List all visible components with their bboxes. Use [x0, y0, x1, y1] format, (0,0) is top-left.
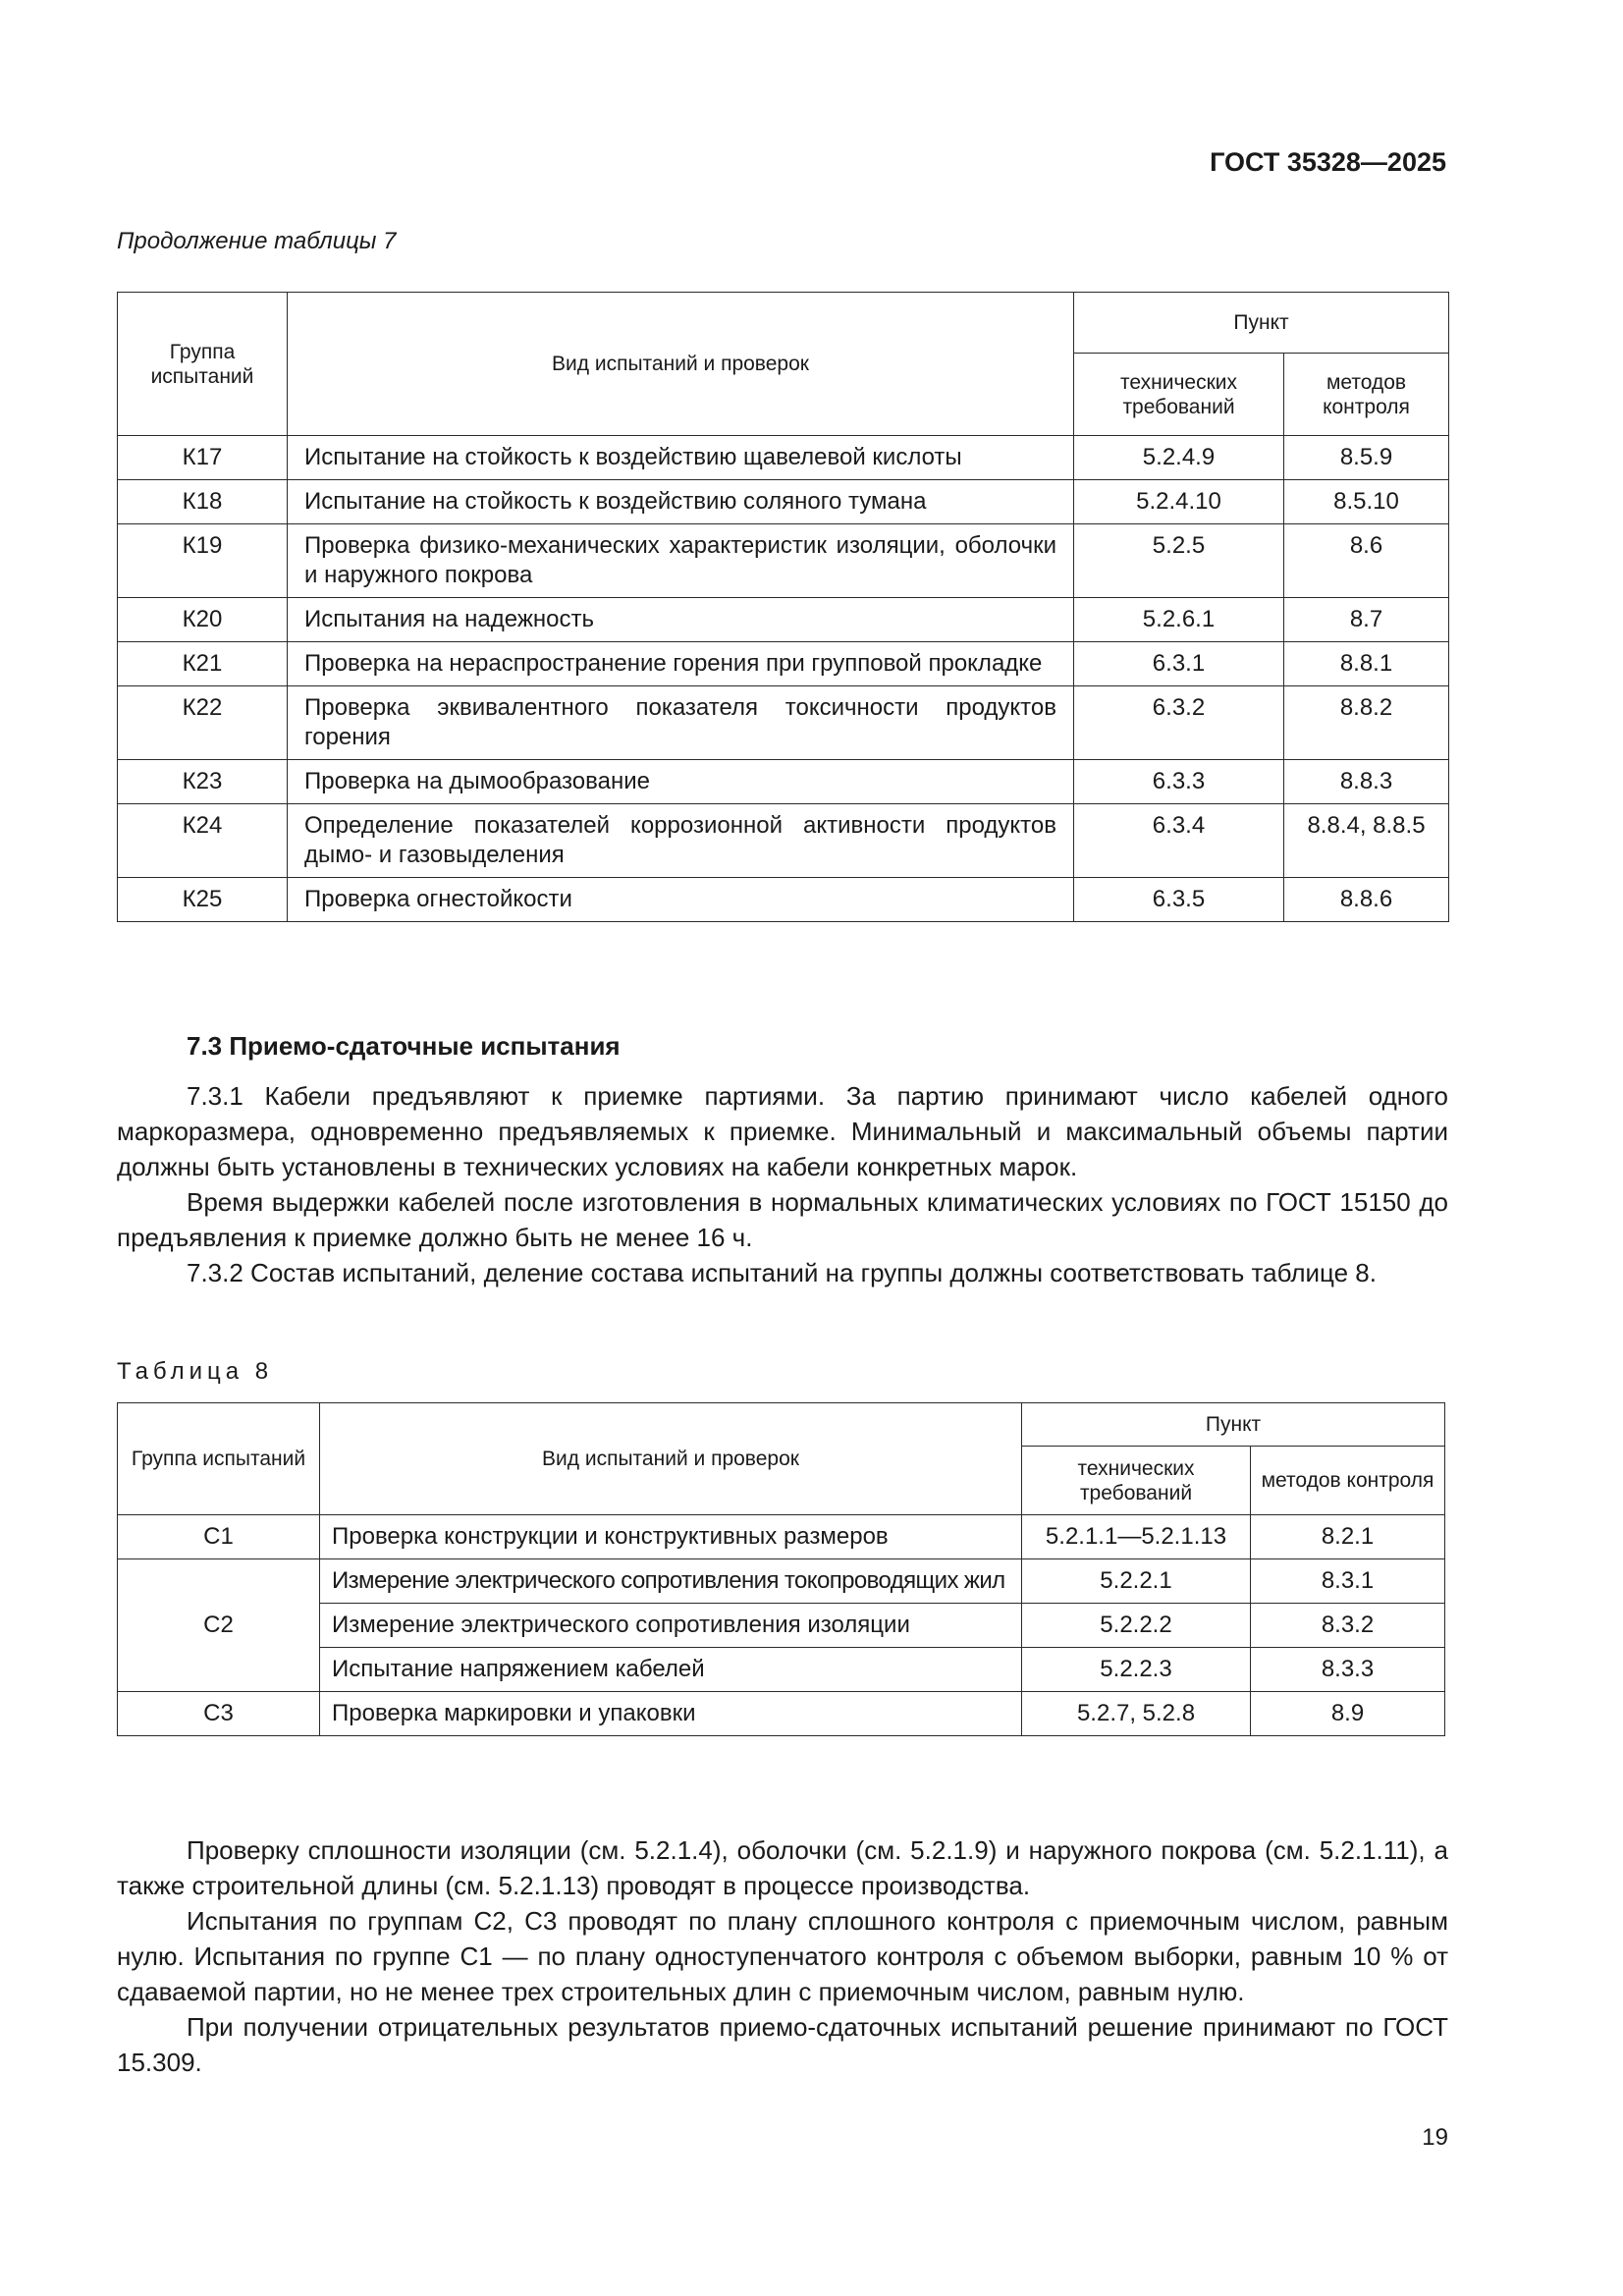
- cell-methods: 8.8.2: [1284, 686, 1449, 760]
- cell-tech: 5.2.4.9: [1074, 436, 1284, 480]
- cell-tech: 6.3.4: [1074, 804, 1284, 878]
- header-methods: методов контроля: [1251, 1447, 1445, 1515]
- cell-tech: 6.3.2: [1074, 686, 1284, 760]
- cell-type: Проверка на нераспространение горения при групповой прокладке: [288, 642, 1074, 686]
- table-row: [118, 760, 1449, 804]
- table-7: [117, 292, 1449, 922]
- cell-tech: 6.3.1: [1074, 642, 1284, 686]
- table-7-body: [118, 436, 1449, 922]
- cell-methods: 8.3.3: [1251, 1648, 1445, 1692]
- paragraph: При получении отрицательных результатов приемо-сдаточных испытаний решение принимают по ГОСТ 15.309.: [117, 2012, 1448, 2077]
- cell-type: Испытание на стойкость к воздействию соляного тумана: [288, 480, 1074, 524]
- cell-methods: 8.8.6: [1284, 878, 1449, 922]
- header-type: Вид испытаний и проверок: [320, 1403, 1022, 1515]
- cell-tech: 5.2.2.1: [1022, 1559, 1251, 1604]
- paragraph: Время выдержки кабелей после изготовления в нормальных климатических условиях по ГОСТ 15150 до предъявления к приемке должно быть не менее 16 ч.: [117, 1187, 1448, 1252]
- header-tech: технических требований: [1074, 354, 1284, 436]
- table-continuation-caption: Продолжение таблицы 7: [117, 228, 397, 254]
- table-row: [118, 524, 1449, 598]
- paragraph: Проверку сплошности изоляции (см. 5.2.1.4), оболочки (см. 5.2.1.9) и наружного покрова (см. 5.2.1.11), а также строительной длины (см. 5.2.1.13) проводят в процессе производства.: [117, 1835, 1448, 1900]
- cell-methods: 8.3.1: [1251, 1559, 1445, 1604]
- table-row: [118, 1515, 1445, 1559]
- cell-group: К20: [118, 598, 288, 642]
- paragraph: Испытания по группам С2, С3 проводят по плану сплошного контроля с приемочным числом, равным нулю. Испытания по группе С1 — по плану одноступенчатого контроля с объемом выборки, равным 10 % от сдаваемой партии, но не менее трех строительных длин с приемочным числом, равным нулю.: [117, 1906, 1448, 2006]
- standard-code: ГОСТ 35328—2025: [1210, 147, 1446, 177]
- cell-tech: 6.3.5: [1074, 878, 1284, 922]
- cell-type: Проверка эквивалентного показателя токсичности продуктов горения: [288, 686, 1074, 760]
- cell-group: С3: [118, 1692, 320, 1736]
- cell-tech: 5.2.6.1: [1074, 598, 1284, 642]
- cell-group: К21: [118, 642, 288, 686]
- header-clause: Пункт: [1074, 293, 1449, 354]
- header-clause: Пункт: [1022, 1403, 1445, 1447]
- cell-type: Испытание напряжением кабелей: [320, 1648, 1022, 1692]
- paragraph: 7.3.2 Состав испытаний, деление состава испытаний на группы должны соответствовать таблице 8.: [187, 1258, 1377, 1287]
- cell-tech: 5.2.5: [1074, 524, 1284, 598]
- table-row: [118, 436, 1449, 480]
- cell-type: Измерение электрического сопротивления изоляции: [320, 1604, 1022, 1648]
- table-row: [118, 1559, 1445, 1604]
- page-number: 19: [1422, 2124, 1448, 2151]
- cell-type: Определение показателей коррозионной активности продуктов дымо- и газовыделения: [288, 804, 1074, 878]
- cell-group: С2: [118, 1559, 320, 1692]
- cell-group: К23: [118, 760, 288, 804]
- cell-methods: 8.6: [1284, 524, 1449, 598]
- after-table-text: [117, 1832, 1448, 2080]
- cell-type: Проверка физико-механических характеристик изоляции, оболочки и наружного покрова: [288, 524, 1074, 598]
- table-row: [118, 878, 1449, 922]
- table-8: [117, 1402, 1445, 1736]
- header-methods: методов контроля: [1284, 354, 1449, 436]
- table-8-caption: Таблица 8: [117, 1358, 274, 1385]
- cell-group: С1: [118, 1515, 320, 1559]
- cell-type: Проверка на дымообразование: [288, 760, 1074, 804]
- cell-tech: 5.2.2.3: [1022, 1648, 1251, 1692]
- section-text: [117, 1078, 1448, 1290]
- cell-methods: 8.9: [1251, 1692, 1445, 1736]
- cell-group: К18: [118, 480, 288, 524]
- cell-methods: 8.8.4, 8.8.5: [1284, 804, 1449, 878]
- cell-tech: 5.2.1.1—5.2.1.13: [1022, 1515, 1251, 1559]
- cell-type: Испытания на надежность: [288, 598, 1074, 642]
- header-type: Вид испытаний и проверок: [288, 293, 1074, 436]
- cell-type: Проверка огнестойкости: [288, 878, 1074, 922]
- cell-methods: 8.7: [1284, 598, 1449, 642]
- cell-group: К19: [118, 524, 288, 598]
- cell-type: Испытание на стойкость к воздействию щавелевой кислоты: [288, 436, 1074, 480]
- cell-group: К22: [118, 686, 288, 760]
- header-group: Группа испытаний: [118, 293, 288, 436]
- header-group: Группа испытаний: [118, 1403, 320, 1515]
- cell-group: К24: [118, 804, 288, 878]
- table-row: [118, 480, 1449, 524]
- cell-group: К25: [118, 878, 288, 922]
- cell-tech: 6.3.3: [1074, 760, 1284, 804]
- cell-methods: 8.8.3: [1284, 760, 1449, 804]
- table-row: [118, 804, 1449, 878]
- cell-type: Проверка маркировки и упаковки: [320, 1692, 1022, 1736]
- section-heading: 7.3 Приемо-сдаточные испытания: [187, 1031, 621, 1061]
- table-row: [118, 686, 1449, 760]
- cell-methods: 8.5.9: [1284, 436, 1449, 480]
- cell-tech: 5.2.7, 5.2.8: [1022, 1692, 1251, 1736]
- cell-group: К17: [118, 436, 288, 480]
- paragraph: 7.3.1 Кабели предъявляют к приемке партиями. За партию принимают число кабелей одного маркоразмера, одновременно предъявляемых к приемке. Минимальный и максимальный объемы партии должны быть установлены в технических условиях на кабели конкретных марок.: [117, 1081, 1448, 1181]
- cell-tech: 5.2.2.2: [1022, 1604, 1251, 1648]
- cell-methods: 8.8.1: [1284, 642, 1449, 686]
- table-row: [118, 1692, 1445, 1736]
- cell-methods: 8.3.2: [1251, 1604, 1445, 1648]
- cell-type: Измерение электрического сопротивления токопроводящих жил: [320, 1559, 1022, 1604]
- table-row: [118, 642, 1449, 686]
- header-tech: технических требований: [1022, 1447, 1251, 1515]
- cell-methods: 8.2.1: [1251, 1515, 1445, 1559]
- cell-tech: 5.2.4.10: [1074, 480, 1284, 524]
- table-row: [118, 598, 1449, 642]
- cell-type: Проверка конструкции и конструктивных размеров: [320, 1515, 1022, 1559]
- cell-methods: 8.5.10: [1284, 480, 1449, 524]
